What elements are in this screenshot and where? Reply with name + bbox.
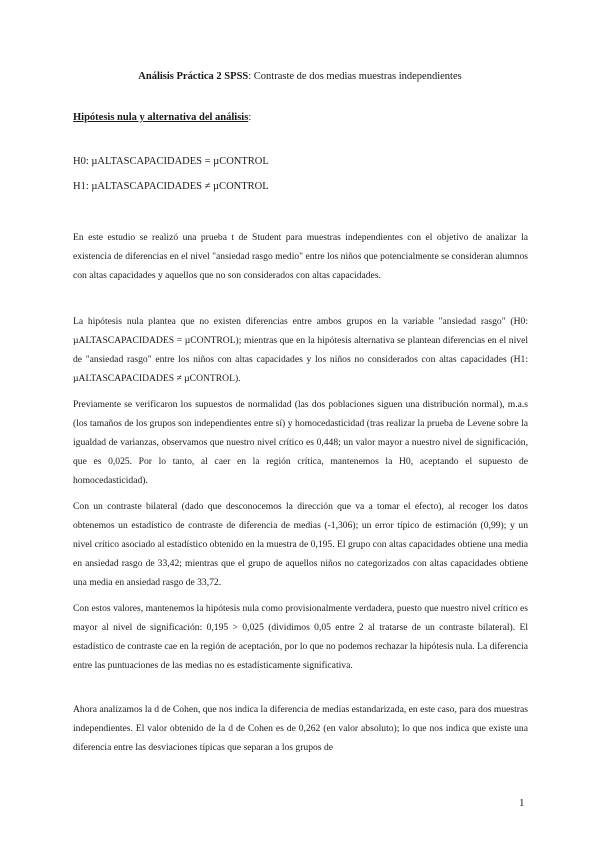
- section-heading-suffix: :: [248, 112, 252, 123]
- null-hypothesis: H0: µALTASCAPACIDADES = µCONTROL: [73, 156, 269, 167]
- section-heading: [73, 111, 251, 125]
- title-rest: : Contraste de dos medias muestras independientes: [248, 71, 462, 82]
- document-title: [0, 70, 600, 84]
- paragraph-conclusion: Con estos valores, mantenemos la hipótesis nula como provisionalmente verdadera, puesto que nuestro nivel crítico es mayor al nivel de significación: 0,195 > 0,025 (dividimos 0,05 entre 2 al tratarse de un contraste bilateral). El estadístico de contraste cae en la región de aceptación, por lo que no podemos rechazar la hipótesis nula. La diferencia entre las puntuaciones de las medias no es estadísticamente significativa.: [73, 603, 528, 671]
- paragraph-results: Con un contraste bilateral (dado que desconocemos la dirección que va a tomar el efecto), al recoger los datos obtenemos un estadístico de contraste de diferencia de medias (-1,306); un error típico de estimación (0,99); y un nivel crítico asociado al estadístico obtenido en la muestra de 0,195. El grupo con altas capacidades obtiene una media en ansiedad rasgo de 33,42; mientras que el grupo de aquellos niños no categorizados con altas capacidades obtiene una media en ansiedad rasgo de 33,72.: [73, 501, 529, 588]
- page-number: 1: [519, 797, 525, 809]
- paragraph-cohen-d: Ahora analizamos la d de Cohen, que nos indica la diferencia de medias estandarizada, en este caso, para dos muestras independientes. El valor obtenido de la d de Cohen es de 0,262 (en valor absoluto); lo que nos indica que existe una diferencia entre las desviaciones típicas que separan a los grupos de: [73, 704, 528, 753]
- paragraph-hypotheses: La hipótesis nula plantea que no existen diferencias entre ambos grupos en la variable "ansiedad rasgo" (H0: µALTASCAPACIDADES = µCONTROL); mientras que en la hipótesis alternativa se plantean diferencias en el nivel de "ansiedad rasgo" entre los niños con altas capacidades y los niños no considerados con altas capacidades (H1: µALTASCAPACIDADES ≠ µCONTROL).: [73, 316, 528, 384]
- paragraph-assumptions: Previamente se verificaron los supuestos de normalidad (las dos poblaciones siguen una distribución normal), m.a.s (los tamaños de los grupos son independientes entre sí) y homocedasticidad (tras realizar la prueba de Levene sobre la igualdad de varianzas, observamos que nuestro nivel crítico es 0,448; un valor mayor a nuestro nivel de significación, que es 0,025. Por lo tanto, al caer en la región crítica, mantenemos la H0, aceptando el supuesto de homocedasticidad).: [73, 399, 528, 486]
- title-bold: Análisis Práctica 2 SPSS: [138, 71, 249, 82]
- paragraph-intro: En este estudio se realizó una prueba t de Student para muestras independientes con el objetivo de analizar la existencia de diferencias en el nivel "ansiedad rasgo medio" entre los niños que potencialmente se consideran alumnos con altas capacidades y aquellos que no son considerados con altas capacidades.: [73, 232, 528, 281]
- section-heading-text: Hipótesis nula y alternativa del análisis: [73, 112, 249, 123]
- alternative-hypothesis: H1: µALTASCAPACIDADES ≠ µCONTROL: [73, 181, 269, 192]
